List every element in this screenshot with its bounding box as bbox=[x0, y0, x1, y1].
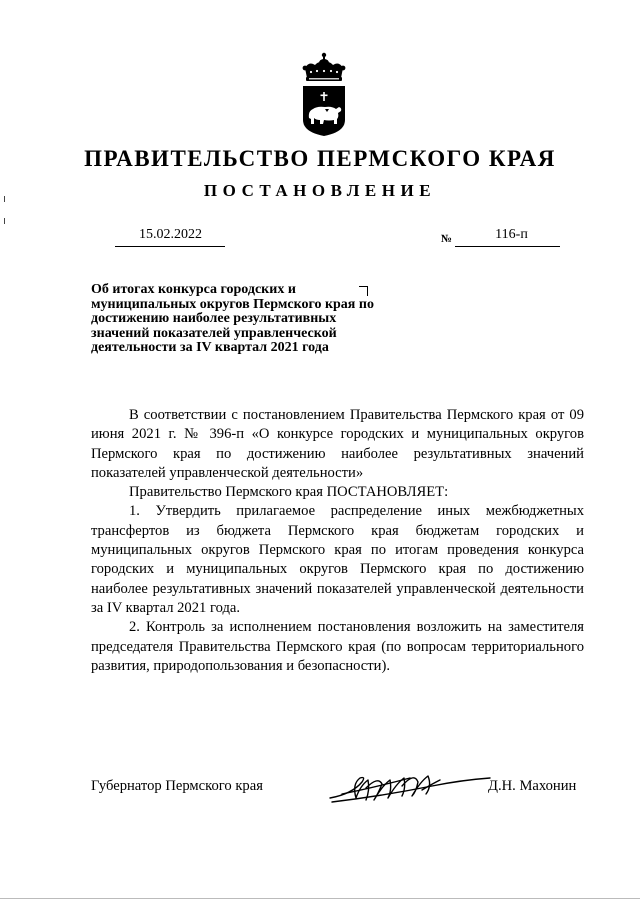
signatory-name: Д.Н. Махонин bbox=[488, 778, 577, 794]
body-paragraph: В соответствии с постановлением Правительства Пермского края от 09 июня 2021 г. № 396-п «О конкурсе городских и муниципальных округов Пермского края по достижению наиболее результативных значений показателей управленческой деятельности» bbox=[91, 407, 584, 481]
number-label: № bbox=[441, 233, 453, 245]
margin-tick bbox=[4, 218, 5, 224]
corner-bracket-mark bbox=[359, 286, 368, 296]
coat-of-arms-icon bbox=[299, 52, 349, 138]
document-body bbox=[91, 406, 584, 676]
document-number: 116-п bbox=[455, 227, 560, 247]
signatory-position: Губернатор Пермского края bbox=[91, 778, 263, 794]
government-title: ПРАВИТЕЛЬСТВО ПЕРМСКОГО КРАЯ bbox=[84, 146, 556, 171]
document-type: ПОСТАНОВЛЕНИЕ bbox=[203, 181, 437, 200]
margin-tick bbox=[4, 196, 5, 202]
bottom-edge-line bbox=[0, 898, 640, 899]
body-paragraph: Правительство Пермского края ПОСТАНОВЛЯЕТ: bbox=[129, 484, 449, 501]
signature-image bbox=[322, 764, 492, 808]
document-subject: Об итогах конкурса городских и муниципальных округов Пермского края по достижению наиболее результативных значений показателей управленческой деятельности за IV квартал 2021 года bbox=[91, 282, 374, 356]
body-paragraph: 1. Утвердить прилагаемое распределение иных межбюджетных трансфертов из бюджета Пермского края бюджетам городских и муниципальных округов Пермского края по итогам проведения конкурса городских и муниципальных округов Пермского края по достижению наиболее результативных значений показателей управленческой деятельности за IV квартал 2021 года. bbox=[91, 503, 584, 616]
body-paragraph: 2. Контроль за исполнением постановления возложить на заместителя председателя Правительства Пермского края (по вопросам территориального развития, природопользования и безопасности). bbox=[91, 619, 584, 674]
document-date: 15.02.2022 bbox=[115, 227, 225, 247]
